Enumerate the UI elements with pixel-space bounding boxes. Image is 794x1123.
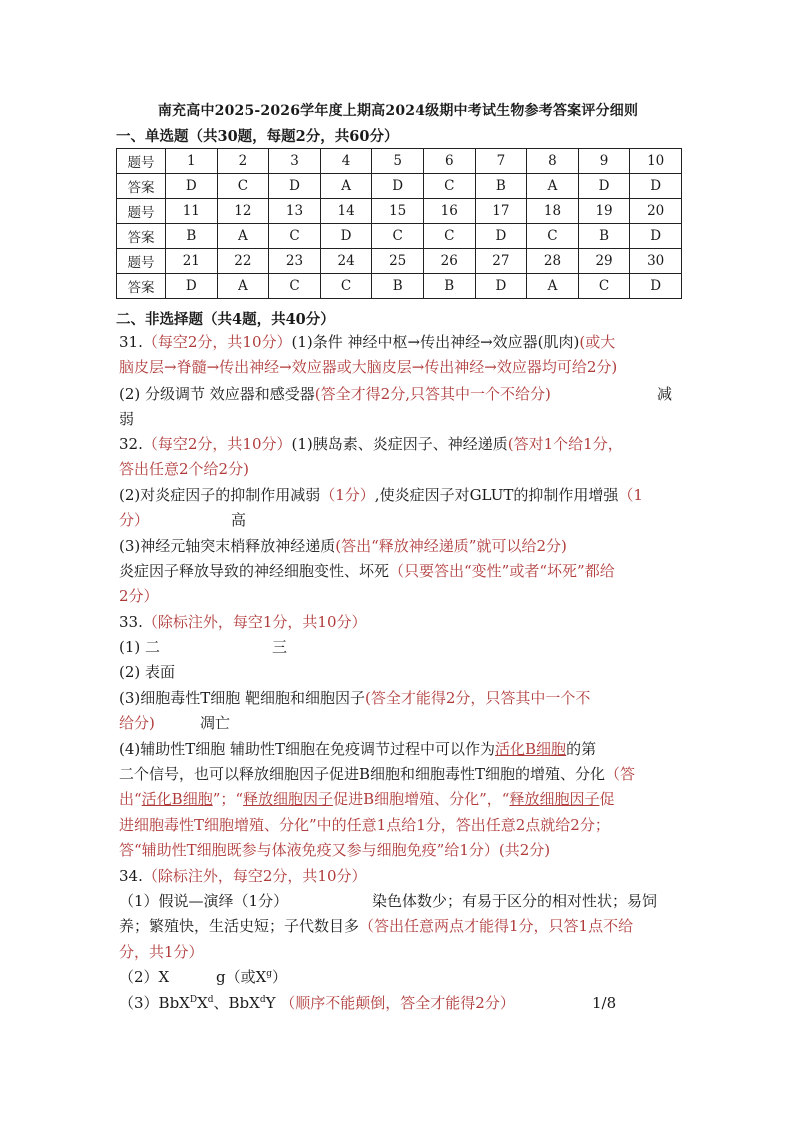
q31-line-4: 弱 xyxy=(119,410,135,428)
row-label-answer: 答案 xyxy=(117,274,166,299)
answer-letter-cell: B xyxy=(166,224,218,249)
q33-line-8: 进细胞毒性T细胞增殖、分化”中的任意1点给1分，答出任意2点就给2分； xyxy=(119,816,610,834)
q34-genotype-2a: 、BbX xyxy=(213,994,260,1012)
question-number-cell: 4 xyxy=(320,149,372,174)
q33-answer-4c: 二个信号，也可以释放细胞因子促进B细胞和细胞毒性T细胞的增殖、分化 xyxy=(119,765,606,783)
q31-line-1 xyxy=(119,330,684,355)
q32-line-7: 2分） xyxy=(119,587,159,605)
answer-letter-cell: B xyxy=(423,274,475,299)
q34-answer-1c: 养；繁殖快，生活史短；子代数目多 xyxy=(119,917,360,935)
answer-table xyxy=(116,148,682,299)
answer-letter-cell: C xyxy=(217,174,269,199)
q34-genotype-1b: X xyxy=(197,994,208,1012)
q34-genotype-1a: （3）BbX xyxy=(119,994,190,1012)
q32-note-5: （只要答出“变性”或者“坏死”都给 xyxy=(389,562,615,580)
q33-line-2: (2) 表面 xyxy=(119,663,176,681)
table-row-answers xyxy=(117,224,682,249)
answer-letter-cell: D xyxy=(166,174,218,199)
row-label-question: 题号 xyxy=(117,149,166,174)
q34-superscript-d2: d xyxy=(259,995,266,1005)
q32-note-1: (答对1个给1分， xyxy=(507,435,623,453)
page-number: 1/8 xyxy=(592,994,617,1012)
q33-key-phrase-1: 活化B细胞 xyxy=(495,740,567,758)
q32-score-note: （每空2分，共10分） xyxy=(142,435,292,453)
question-number-cell: 30 xyxy=(630,249,682,274)
answer-letter-cell: B xyxy=(372,274,424,299)
answer-letter-cell: A xyxy=(527,274,579,299)
question-number-cell: 19 xyxy=(578,199,630,224)
q33-answer-3b: 凋亡 xyxy=(200,714,231,732)
q33-note-4b: ”；“ xyxy=(212,790,244,808)
q33-head xyxy=(119,610,684,635)
q34-note-1: （答出任意两点才能得1分，只答1点不给 xyxy=(359,917,634,935)
answer-letter-cell: A xyxy=(217,224,269,249)
q34-head xyxy=(119,864,684,889)
q32-answer-5: 炎症因子释放导致的神经细胞变性、坏死 xyxy=(119,562,390,580)
row-label-question: 题号 xyxy=(117,249,166,274)
table-row-answers xyxy=(117,174,682,199)
answer-letter-cell: C xyxy=(527,224,579,249)
q33-key-phrase-2: 活化B细胞 xyxy=(141,790,213,808)
q34-note-3: （顺序不能颠倒，答全才能得2分） xyxy=(280,994,515,1012)
answer-letter-cell: D xyxy=(372,174,424,199)
question-number-cell: 11 xyxy=(166,199,218,224)
q31-note-1: (或大 xyxy=(579,333,616,351)
question-number-cell: 28 xyxy=(527,249,579,274)
answer-letter-cell: D xyxy=(630,224,682,249)
q31-answer-2: (2) 分级调节 效应器和感受器 xyxy=(119,385,315,403)
q32-note-2: （1分） xyxy=(320,486,375,504)
q33-note-4a: 出“ xyxy=(119,790,142,808)
question-number-cell: 5 xyxy=(372,149,424,174)
row-label-answer: 答案 xyxy=(117,174,166,199)
answer-letter-cell: D xyxy=(166,274,218,299)
q34-superscript-d: d xyxy=(207,995,214,1005)
answer-letter-cell: C xyxy=(269,274,321,299)
question-number-cell: 27 xyxy=(475,249,527,274)
q32-line-4 xyxy=(119,508,684,533)
answer-letter-cell: A xyxy=(527,174,579,199)
question-number-cell: 17 xyxy=(475,199,527,224)
answer-letter-cell: C xyxy=(269,224,321,249)
q32-note-4: (答出“释放神经递质”就可以给2分) xyxy=(335,537,567,555)
q33-line-4: 给分) xyxy=(119,714,155,732)
question-number-cell: 21 xyxy=(166,249,218,274)
q33-answer-3: (3)细胞毒性T细胞 靶细胞和细胞因子 xyxy=(119,689,366,707)
answer-letter-cell: A xyxy=(217,274,269,299)
question-number-cell: 15 xyxy=(372,199,424,224)
q33-note-4d: 促 xyxy=(599,790,615,808)
question-number-cell: 22 xyxy=(217,249,269,274)
q33-number: 33. xyxy=(119,613,143,631)
q31-line-2: 脑皮层→脊髓→传出神经→效应器或大脑皮层→传出神经→效应器均可给2分) xyxy=(119,358,618,376)
table-row-questions xyxy=(117,149,682,174)
answer-letter-cell: D xyxy=(475,224,527,249)
q34-score-note: （除标注外，每空2分，共10分） xyxy=(142,867,367,885)
q34-number: 34. xyxy=(119,867,143,885)
question-number-cell: 14 xyxy=(320,199,372,224)
q32-answer-1: (1)胰岛素、炎症因子、神经递质 xyxy=(291,435,508,453)
q33-line-1: (1) 二 xyxy=(119,638,161,656)
q33-answer-4b: 的第 xyxy=(566,740,597,758)
section-heading-non-choice: 二、非选择题（共4题，共40分） xyxy=(116,311,335,328)
q34-answer-2b-close: ） xyxy=(272,968,288,986)
table-row-questions xyxy=(117,199,682,224)
answer-letter-cell: D xyxy=(475,274,527,299)
answer-letter-cell: D xyxy=(630,274,682,299)
row-label-question: 题号 xyxy=(117,199,166,224)
q33-key-phrase-4: 释放细胞因子 xyxy=(509,790,600,808)
document-title: 南充高中2025-2026学年度上期高2024级期中考试生物参考答案评分细则 xyxy=(157,103,639,119)
q32-answer-3: 高 xyxy=(231,511,247,529)
answer-letter-cell: B xyxy=(578,224,630,249)
question-number-cell: 29 xyxy=(578,249,630,274)
q32-answer-2b: ,使炎症因子对GLUT的抑制作用增强 xyxy=(374,486,619,504)
answer-letter-cell: D xyxy=(578,174,630,199)
q33-line-5 xyxy=(119,737,684,762)
q32-note-3: （1 xyxy=(618,486,643,504)
q33-line-3 xyxy=(119,686,684,711)
q33-line-9: 答“辅助性T细胞既参与体液免疫又参与细胞免疫”给1分）(共2分) xyxy=(119,841,551,859)
question-number-cell: 12 xyxy=(217,199,269,224)
q33-key-phrase-3: 释放细胞因子 xyxy=(243,790,334,808)
q33-note-3: (答全才能得2分，只答其中一个不 xyxy=(365,689,591,707)
q32-note-3b: 分） xyxy=(119,511,150,529)
answer-letter-cell: B xyxy=(475,174,527,199)
section-heading-single-choice: 一、单选题（共30题，每题2分，共60分） xyxy=(116,128,399,145)
q33-line-7 xyxy=(119,787,684,812)
answer-letter-cell: C xyxy=(423,174,475,199)
row-label-answer: 答案 xyxy=(117,224,166,249)
q34-genotype-2b: Y xyxy=(265,994,276,1012)
q34-line-4: （2）X xyxy=(119,968,170,986)
table-row-questions xyxy=(117,249,682,274)
q33-line-6 xyxy=(119,762,684,787)
answer-letter-cell: D xyxy=(269,174,321,199)
q31-score-note: （每空2分，共10分） xyxy=(142,333,292,351)
q34-answer-1b: 染色体数少；有易于区分的相对性状；易饲 xyxy=(372,892,658,910)
question-number-cell: 23 xyxy=(269,249,321,274)
q33-answer-1b: 三 xyxy=(272,638,288,656)
q33-note-4: （答 xyxy=(605,765,636,783)
q34-superscript-g: g xyxy=(266,969,273,979)
question-number-cell: 1 xyxy=(166,149,218,174)
q34-line-1: （1）假说—演绎（1分） xyxy=(119,892,289,910)
question-number-cell: 16 xyxy=(423,199,475,224)
q32-line-3 xyxy=(119,483,684,508)
question-number-cell: 9 xyxy=(578,149,630,174)
q32-answer-2: (2)对炎症因子的抑制作用减弱 xyxy=(119,486,321,504)
answer-letter-cell: A xyxy=(320,174,372,199)
q32-answer-4: (3)神经元轴突末梢释放神经递质 xyxy=(119,537,336,555)
question-number-cell: 20 xyxy=(630,199,682,224)
question-number-cell: 6 xyxy=(423,149,475,174)
q34-line-2 xyxy=(119,914,684,939)
question-number-cell: 13 xyxy=(269,199,321,224)
q31-note-2: (答全才得2分,只答其中一个不给分) xyxy=(314,385,551,403)
answer-letter-cell: D xyxy=(320,224,372,249)
q33-note-4c: 促进B细胞增殖、分化”，“ xyxy=(333,790,510,808)
q31-number: 31. xyxy=(119,333,143,351)
table-row-answers xyxy=(117,274,682,299)
question-number-cell: 7 xyxy=(475,149,527,174)
answer-letter-cell: C xyxy=(372,224,424,249)
question-number-cell: 25 xyxy=(372,249,424,274)
answer-letter-cell: D xyxy=(630,174,682,199)
q34-answer-2b-text: g（或X xyxy=(216,968,267,986)
q33-answer-4: (4)辅助性T细胞 辅助性T细胞在免疫调节过程中可以作为 xyxy=(119,740,496,758)
q34-line-3: 分，共1分） xyxy=(119,943,204,961)
question-number-cell: 24 xyxy=(320,249,372,274)
q32-number: 32. xyxy=(119,435,143,453)
answer-letter-cell: C xyxy=(320,274,372,299)
question-number-cell: 8 xyxy=(527,149,579,174)
q32-line-1 xyxy=(119,432,684,457)
question-number-cell: 3 xyxy=(269,149,321,174)
question-number-cell: 10 xyxy=(630,149,682,174)
answer-letter-cell: C xyxy=(578,274,630,299)
q34-answer-2b xyxy=(216,965,287,990)
q31-line-3 xyxy=(119,382,684,407)
q33-score-note: （除标注外，每空1分，共10分） xyxy=(142,613,367,631)
q31-answer-1: (1)条件 神经中枢→传出神经→效应器(肌肉) xyxy=(291,333,580,351)
q32-line-2: 答出任意2个给2分) xyxy=(119,460,249,478)
question-number-cell: 2 xyxy=(217,149,269,174)
question-number-cell: 26 xyxy=(423,249,475,274)
q32-line-5 xyxy=(119,534,684,559)
answer-letter-cell: C xyxy=(423,224,475,249)
q31-answer-3a: 减 xyxy=(657,385,673,403)
q32-line-6 xyxy=(119,559,684,584)
q34-superscript-D: D xyxy=(189,995,198,1005)
question-number-cell: 18 xyxy=(527,199,579,224)
